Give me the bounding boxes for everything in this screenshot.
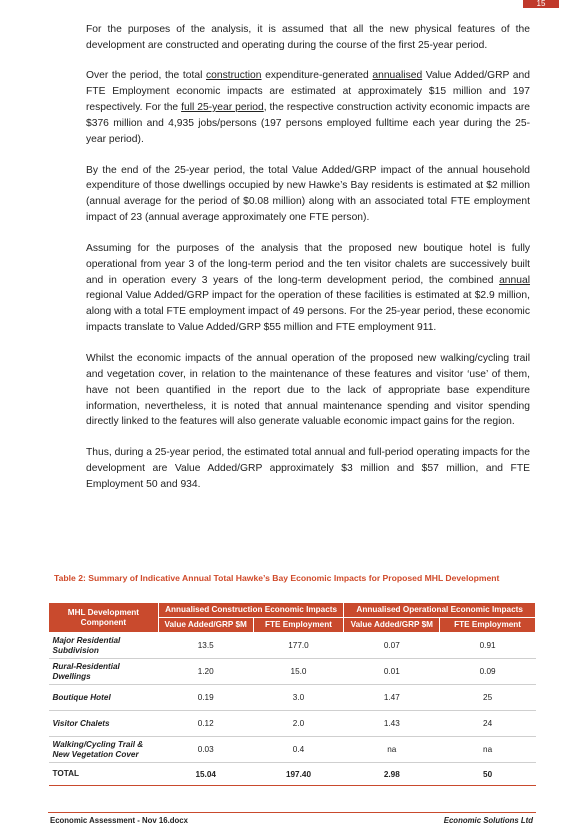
row-label: Boutique Hotel: [49, 685, 159, 711]
cell-operational-fte: 24: [440, 711, 536, 737]
text-run: Over the period, the total: [86, 70, 206, 82]
text-run: regional Value Added/GRP impact for the operation of these facilities is estimated at $2.9 million, along with a total FTE employment impact of 49 persons. For the 25-year period, these economic impacts translate to Value Added/GRP $55 million and FTE employment 911.: [86, 290, 530, 334]
text-run: Value Added/GRP and FTE Employment economic impacts are estimated at approximately $15 million and 197 respectively. For the: [86, 70, 530, 114]
cell-operational-va: 1.47: [344, 685, 440, 711]
cell-operational-va: 0.01: [344, 659, 440, 685]
underlined-text: construction: [205, 70, 262, 82]
total-operational-va: 2.98: [344, 763, 440, 786]
paragraph-walking-trail: Whilst the economic impacts of the annual operation of the proposed new walking/cycling trail and vegetation cover, in relation to the maintenance of these features and visitor ‘use’ of them, have not been quantified in the report due to the lack of appropriate base expenditure information, nevertheless, it is noted that annual maintenance spending and visitor spending directly linked to the features will also generate valuable economic impact gains for the region.: [86, 352, 530, 428]
underlined-text: annual: [499, 274, 530, 286]
total-construction-va: 15.04: [158, 763, 253, 786]
cell-construction-va: 0.19: [158, 685, 253, 711]
subheader-construction-va: Value Added/GRP $M: [158, 618, 253, 633]
footer-company: Economic Solutions Ltd: [443, 816, 533, 825]
header-construction: Annualised Construction Economic Impacts: [158, 603, 344, 618]
table-row: [49, 737, 536, 763]
paragraph-household-expenditure: By the end of the 25-year period, the total Value Added/GRP impact of the annual household expenditure of those dwellings occupied by new Hawke’s Bay residents is estimated at $2 million (annual average for the period of $0.08 million) along with an associated total FTE employment impact of 23 (annual average approximately one FTE person).: [86, 164, 530, 224]
cell-construction-va: 13.5: [158, 633, 253, 659]
table-total-row: [49, 763, 536, 786]
cell-operational-fte: 25: [440, 685, 536, 711]
text-run: Assuming for the purposes of the analysis that the proposed new boutique hotel is fully operational from year 3 of the long-term period and the ten visitor chalets are successively built and in operation every 3 years of the long-term development period, the combined: [86, 242, 530, 286]
cell-operational-fte: na: [440, 737, 536, 763]
cell-construction-fte: 15.0: [253, 659, 344, 685]
cell-operational-fte: 0.91: [440, 633, 536, 659]
subheader-operational-fte: FTE Employment: [440, 618, 536, 633]
paragraph-summary: Thus, during a 25-year period, the estimated total annual and full-period operating impacts for the development are Value Added/GRP approximately $3 million and $57 million, and FTE Employment 50 and 934.: [86, 446, 530, 490]
underlined-text: annualised: [372, 70, 423, 82]
table-row: [49, 711, 536, 737]
table-row: [49, 685, 536, 711]
impacts-summary-table: [48, 602, 536, 786]
subheader-operational-va: Value Added/GRP $M: [344, 618, 440, 633]
cell-operational-va: na: [344, 737, 440, 763]
cell-construction-fte: 177.0: [253, 633, 344, 659]
table-caption: Table 2: Summary of Indicative Annual Total Hawke’s Bay Economic Impacts for Proposed MHL Development: [54, 573, 500, 583]
cell-construction-va: 0.12: [158, 711, 253, 737]
cell-operational-fte: 0.09: [440, 659, 536, 685]
total-construction-fte: 197.40: [253, 763, 344, 786]
paragraph-hotel-chalets: [86, 241, 530, 336]
text-run: expenditure-generated: [261, 70, 373, 82]
cell-construction-fte: 3.0: [253, 685, 344, 711]
cell-construction-fte: 2.0: [253, 711, 344, 737]
table-row: [49, 633, 536, 659]
cell-operational-va: 0.07: [344, 633, 440, 659]
header-component: MHL Development Component: [49, 603, 159, 633]
row-label: Walking/Cycling Trail & New Vegetation Cover: [49, 737, 159, 763]
cell-construction-va: 0.03: [158, 737, 253, 763]
paragraph-construction-impacts: [86, 68, 530, 148]
cell-operational-va: 1.43: [344, 711, 440, 737]
total-label: TOTAL: [49, 763, 159, 786]
total-operational-fte: 50: [440, 763, 536, 786]
row-label: Rural-Residential Dwellings: [49, 659, 159, 685]
cell-construction-fte: 0.4: [253, 737, 344, 763]
table-header-row: [49, 603, 536, 618]
text-run: , the respective construction activity economic impacts are $376 million and 4,935 jobs/persons (197 persons employed fulltime each year during the 25-year period).: [86, 102, 530, 146]
paragraph-assumption: For the purposes of the analysis, it is assumed that all the new physical features of the development are constructed and operating during the course of the first 25-year period.: [86, 24, 530, 51]
underlined-text: full 25-year period: [181, 102, 264, 114]
body-text: [86, 22, 530, 507]
footer-filename: Economic Assessment - Nov 16.docx: [50, 816, 188, 825]
subheader-construction-fte: FTE Employment: [253, 618, 344, 633]
cell-construction-va: 1.20: [158, 659, 253, 685]
row-label: Major Residential Subdivision: [49, 633, 159, 659]
table-row: [49, 659, 536, 685]
footer-divider: [48, 812, 536, 813]
header-operational: Annualised Operational Economic Impacts: [344, 603, 536, 618]
page-number: 15: [523, 0, 559, 8]
row-label: Visitor Chalets: [49, 711, 159, 737]
